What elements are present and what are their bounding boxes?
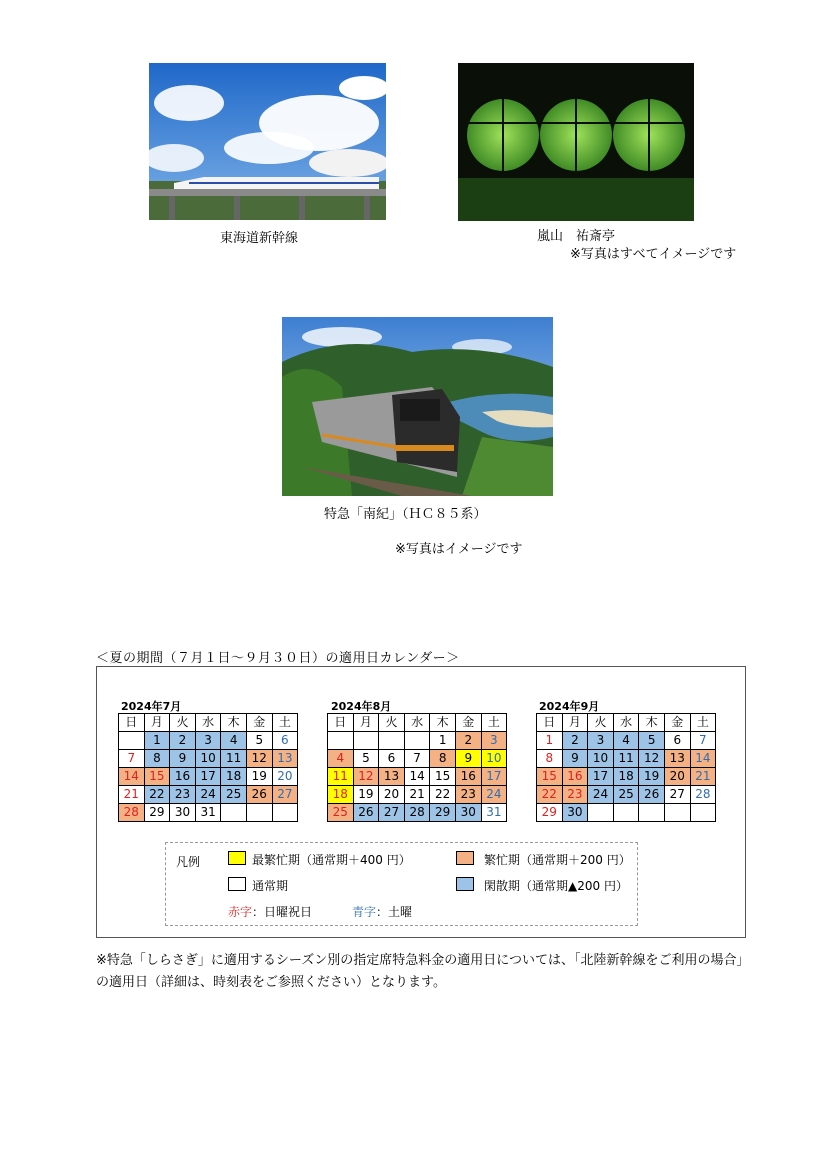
calendar-day — [328, 732, 354, 750]
calendar-day: 23 — [562, 786, 588, 804]
calendar-day — [690, 804, 716, 822]
calendar-day: 10 — [588, 750, 614, 768]
legend-red — [228, 903, 312, 920]
calendar-day: 26 — [353, 804, 379, 822]
calendar-day: 1 — [144, 732, 170, 750]
calendar-day — [221, 804, 247, 822]
calendar-day: 2 — [455, 732, 481, 750]
calendar-day: 3 — [588, 732, 614, 750]
calendar-week-row — [328, 750, 507, 768]
calendar-day: 11 — [221, 750, 247, 768]
calendar-week-row — [328, 732, 507, 750]
month-title-september: 2024年9月 — [539, 700, 600, 713]
legend-blue-label: 青字 — [352, 905, 377, 919]
calendar-day — [119, 732, 145, 750]
nanki-caption: 特急「南紀」（ＨＣ８５系） — [324, 507, 487, 522]
calendar-day — [639, 804, 665, 822]
weekday-header: 日 — [119, 714, 145, 732]
calendar-week-row — [119, 786, 298, 804]
calendar-day: 1 — [430, 732, 456, 750]
calendar-week-row — [328, 786, 507, 804]
calendar-day: 23 — [455, 786, 481, 804]
legend-busy-swatch — [456, 851, 474, 865]
footnote: ※特急「しらさぎ」に適用するシーズン別の指定席特急料金の適用日については、「北陸新幹線をご利用の場合」の適用日（詳細は、時刻表をご参照ください）となります。 — [96, 953, 750, 990]
weekday-header: 水 — [195, 714, 221, 732]
calendar-day: 25 — [613, 786, 639, 804]
calendar-day: 26 — [639, 786, 665, 804]
calendar-day — [272, 804, 298, 822]
calendar-week-row — [119, 732, 298, 750]
calendar-day: 8 — [537, 750, 563, 768]
calendar-day: 1 — [537, 732, 563, 750]
calendar-day: 13 — [664, 750, 690, 768]
month-title-july: 2024年7月 — [121, 700, 182, 713]
calendar-day: 15 — [537, 768, 563, 786]
calendar-week-row — [537, 732, 716, 750]
calendar-day: 3 — [481, 732, 507, 750]
photo-note-all: ※写真はすべてイメージです — [570, 247, 737, 262]
legend-title: 凡例 — [176, 855, 201, 869]
calendar-day: 21 — [690, 768, 716, 786]
legend-blue-desc: ：土曜 — [376, 905, 413, 919]
calendar-day: 29 — [430, 804, 456, 822]
calendar-day: 18 — [328, 786, 354, 804]
calendar-day: 7 — [690, 732, 716, 750]
calendar-day: 30 — [170, 804, 196, 822]
calendar-day: 20 — [272, 768, 298, 786]
calendar-day: 4 — [613, 732, 639, 750]
calendar-week-row — [119, 750, 298, 768]
calendar-day: 16 — [562, 768, 588, 786]
legend-busy: 繁忙期（通常期＋200 円） — [484, 853, 631, 867]
calendar-day: 20 — [379, 786, 405, 804]
calendar-day: 21 — [119, 786, 145, 804]
calendar-heading: ＜夏の期間（７月１日～９月３０日）の適用日カレンダー＞ — [96, 651, 460, 666]
weekday-header: 月 — [353, 714, 379, 732]
calendar-august — [327, 713, 507, 822]
calendar-day: 13 — [272, 750, 298, 768]
weekday-header: 日 — [537, 714, 563, 732]
calendar-day: 4 — [221, 732, 247, 750]
weekday-header: 金 — [455, 714, 481, 732]
month-title-august: 2024年8月 — [331, 700, 392, 713]
legend-blue — [352, 903, 412, 920]
weekday-header: 木 — [430, 714, 456, 732]
calendar-day: 6 — [379, 750, 405, 768]
weekday-header: 月 — [562, 714, 588, 732]
calendar-day: 9 — [170, 750, 196, 768]
calendar-week-row — [537, 786, 716, 804]
weekday-header: 水 — [613, 714, 639, 732]
legend — [165, 842, 638, 926]
weekday-header: 火 — [170, 714, 196, 732]
weekday-header: 木 — [639, 714, 665, 732]
calendar-day: 11 — [328, 768, 354, 786]
legend-off-swatch — [456, 877, 474, 891]
calendar-day: 17 — [195, 768, 221, 786]
calendar-week-row — [119, 804, 298, 822]
arashiyama-caption: 嵐山 祐斎亭 — [537, 229, 616, 244]
calendar-day: 19 — [246, 768, 272, 786]
calendar-day: 24 — [195, 786, 221, 804]
calendar-day: 3 — [195, 732, 221, 750]
calendar-day: 15 — [430, 768, 456, 786]
calendar-day: 13 — [379, 768, 405, 786]
calendar-day: 27 — [379, 804, 405, 822]
calendar-day — [404, 732, 430, 750]
calendar-week-row — [328, 804, 507, 822]
weekday-header: 金 — [246, 714, 272, 732]
weekday-header: 水 — [404, 714, 430, 732]
calendar-day: 17 — [481, 768, 507, 786]
calendar-day: 19 — [353, 786, 379, 804]
calendar-day: 28 — [690, 786, 716, 804]
calendar-day: 5 — [246, 732, 272, 750]
calendar-day: 21 — [404, 786, 430, 804]
calendar-day: 28 — [404, 804, 430, 822]
calendar-day: 6 — [272, 732, 298, 750]
calendar-day — [246, 804, 272, 822]
calendar-day — [664, 804, 690, 822]
weekday-header: 土 — [481, 714, 507, 732]
weekday-header: 土 — [690, 714, 716, 732]
calendar-day: 20 — [664, 768, 690, 786]
calendar-day: 8 — [144, 750, 170, 768]
calendar-day: 16 — [170, 768, 196, 786]
calendar-day: 12 — [353, 768, 379, 786]
calendar-day: 12 — [246, 750, 272, 768]
legend-red-desc: ：日曜祝日 — [252, 905, 313, 919]
calendar-day: 19 — [639, 768, 665, 786]
calendar-day: 2 — [562, 732, 588, 750]
calendar-day: 22 — [430, 786, 456, 804]
calendar-day: 15 — [144, 768, 170, 786]
calendar-day: 5 — [353, 750, 379, 768]
calendar-day — [353, 732, 379, 750]
legend-peak-swatch — [228, 851, 246, 865]
calendar-day: 17 — [588, 768, 614, 786]
calendar-week-row — [119, 768, 298, 786]
weekday-header: 火 — [588, 714, 614, 732]
calendar-week-row — [328, 768, 507, 786]
calendar-day — [613, 804, 639, 822]
calendar-day: 5 — [639, 732, 665, 750]
calendar-day: 6 — [664, 732, 690, 750]
calendar-day: 25 — [328, 804, 354, 822]
calendar-day — [379, 732, 405, 750]
calendar-day: 14 — [119, 768, 145, 786]
calendar-day: 31 — [481, 804, 507, 822]
calendar-day: 9 — [455, 750, 481, 768]
calendar-day: 30 — [562, 804, 588, 822]
calendar-day: 22 — [537, 786, 563, 804]
calendar-day: 11 — [613, 750, 639, 768]
weekday-header: 月 — [144, 714, 170, 732]
calendar-day: 30 — [455, 804, 481, 822]
calendar-day: 29 — [144, 804, 170, 822]
calendar-day: 8 — [430, 750, 456, 768]
legend-red-label: 赤字 — [228, 905, 253, 919]
calendar-day: 4 — [328, 750, 354, 768]
calendar-day: 23 — [170, 786, 196, 804]
calendar-day: 10 — [195, 750, 221, 768]
calendar-day: 14 — [404, 768, 430, 786]
calendar-day: 31 — [195, 804, 221, 822]
calendar-day: 28 — [119, 804, 145, 822]
weekday-header: 土 — [272, 714, 298, 732]
calendar-september — [536, 713, 716, 822]
calendar-week-row — [537, 768, 716, 786]
calendar-day: 29 — [537, 804, 563, 822]
calendar-day: 22 — [144, 786, 170, 804]
calendar-day: 25 — [221, 786, 247, 804]
calendar-day: 18 — [613, 768, 639, 786]
shinkansen-caption: 東海道新幹線 — [220, 231, 299, 246]
legend-peak: 最繁忙期（通常期＋400 円） — [252, 853, 411, 867]
calendar-day: 18 — [221, 768, 247, 786]
weekday-header: 日 — [328, 714, 354, 732]
calendar-day: 10 — [481, 750, 507, 768]
calendar-day: 24 — [481, 786, 507, 804]
calendar-day: 27 — [272, 786, 298, 804]
calendar-day: 7 — [404, 750, 430, 768]
weekday-header: 木 — [221, 714, 247, 732]
shinkansen-photo — [149, 63, 386, 220]
calendar-day: 26 — [246, 786, 272, 804]
weekday-header: 火 — [379, 714, 405, 732]
legend-off: 閑散期（通常期▲200 円） — [484, 879, 628, 893]
legend-normal-swatch — [228, 877, 246, 891]
calendar-july — [118, 713, 298, 822]
calendar-day: 9 — [562, 750, 588, 768]
calendar-day: 12 — [639, 750, 665, 768]
calendar-day: 14 — [690, 750, 716, 768]
calendar-day: 7 — [119, 750, 145, 768]
calendar-day: 16 — [455, 768, 481, 786]
calendar-week-row — [537, 804, 716, 822]
calendar-day: 24 — [588, 786, 614, 804]
legend-normal: 通常期 — [252, 879, 289, 893]
calendar-day: 2 — [170, 732, 196, 750]
calendar-week-row — [537, 750, 716, 768]
calendar-day — [588, 804, 614, 822]
weekday-header: 金 — [664, 714, 690, 732]
calendar-day: 27 — [664, 786, 690, 804]
nanki-photo — [282, 317, 553, 496]
arashiyama-photo — [458, 63, 694, 221]
photo-note: ※写真はイメージです — [395, 542, 523, 557]
